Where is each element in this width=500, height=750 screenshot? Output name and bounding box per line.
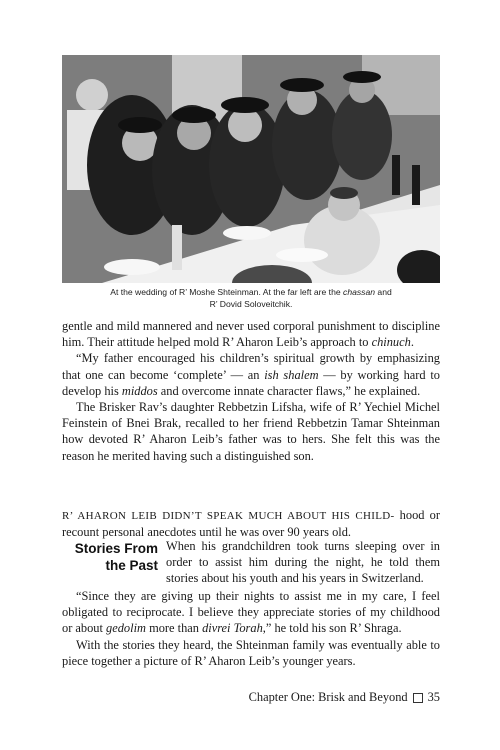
p2-text-a: “My father encouraged his children’s spiritual growth by emphasizing that one can become ‘complete’ — an — [62, 351, 440, 382]
wedding-photo — [62, 55, 440, 283]
p4-rest: hood or recount personal anecdotes until he was over 90 years old. — [62, 508, 441, 540]
wedding-photo-illustration — [62, 55, 440, 283]
caption-text-3: R’ Dovid Soloveitchik. — [209, 299, 293, 309]
body-text-upper — [62, 318, 440, 464]
p2-ish-shalem: ish shalem — [264, 367, 319, 382]
p2-middos: middos — [121, 383, 158, 398]
section-heading-line-2: the Past — [105, 558, 158, 573]
p1-chinuch: chinuch — [371, 335, 411, 350]
section-heading — [62, 540, 158, 574]
p4-smallcaps: R’ AHARON LEIB DIDN’T SPEAK MUCH ABOUT HIS CHILD- — [62, 510, 395, 522]
p5-text-b: more than — [145, 621, 203, 636]
paragraph-3: The Brisker Rav’s daughter Rebbetzin Lifsha, wife of R’ Yechiel Michel Feinstein of Bnei Brak, recalled to her friend Rebbetzin Tamar Shteinman how devoted R’ Aharon Leib’s father was to hers. She felt this was the reason he merited having such a distinguished son. — [62, 400, 440, 463]
caption-text-1: At the wedding of R’ Moshe Shteinman. At the far left are the — [110, 287, 344, 297]
body-text-section — [62, 507, 440, 540]
paragraph-1 — [62, 318, 440, 350]
paragraph-4-wrap: When his grandchildren took turns sleeping over in order to assist him during the night, he told them stories about his youth and his years in Switzerland. — [166, 539, 440, 586]
p1-text-a: gentle and mild mannered and never used corporal punishment to discipline him. Their attitude helped mold R’ Aharon Leib’s approach to — [62, 319, 440, 350]
p5-text-a: “Since they are giving up their nights to assist me in my care, I feel obligated to reciprocate. I believe they appreciate stories of my childhood or about — [62, 589, 440, 636]
page-number: 35 — [427, 690, 440, 704]
section-heading-line-1: Stories From — [74, 541, 158, 556]
p5-text-c: ,” he told his son R’ Shraga. — [262, 621, 402, 636]
p1-text-b: . — [410, 335, 414, 350]
photo-caption — [62, 286, 440, 310]
paragraph-4-lead — [62, 507, 440, 540]
p2-text-b: — by working hard to develop his — [62, 367, 440, 398]
p5-gedolim: gedolim — [106, 621, 146, 636]
p5-divrei-torah: divrei Torah — [202, 621, 263, 636]
p2-text-c: and overcome innate character flaws,” he explained. — [157, 383, 421, 398]
caption-chassan: chassan — [343, 287, 376, 297]
page-footer — [249, 690, 440, 705]
caption-text-2: and — [375, 287, 392, 297]
square-separator-icon — [413, 693, 423, 703]
paragraph-5 — [62, 588, 440, 637]
paragraph-2 — [62, 350, 440, 399]
footer-chapter-title: Chapter One: Brisk and Beyond — [248, 690, 408, 704]
body-text-lower — [62, 588, 440, 669]
paragraph-6: With the stories they heard, the Shteinman family was eventually able to piece together a picture of R’ Aharon Leib’s younger years. — [62, 637, 440, 668]
